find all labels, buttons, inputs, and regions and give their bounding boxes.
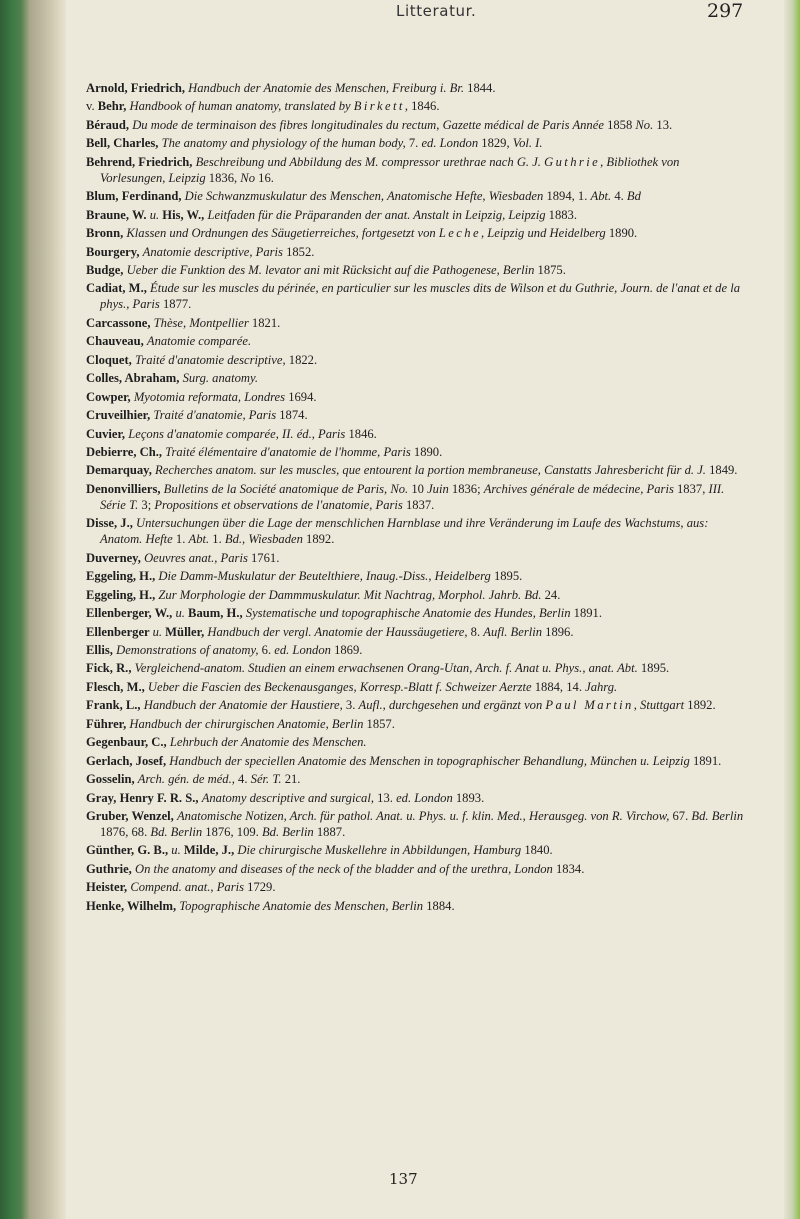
- reference-text: 13.: [374, 790, 397, 805]
- reference-text: 1895.: [490, 569, 523, 584]
- reference-author: Cadiat, M.,: [86, 281, 151, 296]
- reference-title: , Bibliothek von Vorlesungen, Leipzig: [100, 154, 680, 185]
- reference-title: Recherches anatom. sur les muscles, que entourent la portion membraneuse, Canstatts Jahresbericht für d. J.: [155, 463, 706, 478]
- reference-text: 1884.: [423, 898, 455, 913]
- reference-title: Bd. Berlin: [261, 824, 314, 839]
- reference-author: Colles, Abraham,: [86, 371, 183, 386]
- reference-title: Handbuch der Anatomie des Menschen, Freiburg i. Br.: [188, 81, 464, 95]
- reference-title: Handbuch der speciellen Anatomie des Menschen in topographischer Behandlung, München u. Leipzig: [169, 753, 690, 768]
- reference-title: Propositions et observations de l'anatomie, Paris: [154, 497, 403, 512]
- reference-author: Baum, H.,: [188, 606, 246, 621]
- reference-title: Paul Martin: [545, 698, 634, 713]
- reference-title: Handbuch der Anatomie der Haustiere,: [143, 698, 343, 713]
- reference-author: Flesch, M.,: [86, 679, 148, 694]
- reference-author: Frank, L.,: [86, 698, 144, 713]
- reference-title: Anatomie comparée.: [146, 334, 252, 349]
- reference-entry: [86, 370, 746, 386]
- reference-text: 1884, 14.: [531, 679, 586, 694]
- reference-entry: [86, 117, 746, 133]
- reference-entry: [86, 154, 746, 186]
- reference-entry: [86, 444, 746, 460]
- reference-title: u.: [171, 843, 184, 858]
- reference-text: 1894, 1.: [543, 189, 591, 204]
- reference-text: 1836,: [205, 170, 241, 185]
- reference-text: 1874.: [276, 408, 308, 423]
- reference-entry: [86, 262, 746, 278]
- reference-author: Eggeling, H.,: [86, 587, 159, 602]
- reference-text: 1891.: [570, 606, 602, 621]
- reference-entry: [86, 550, 746, 566]
- reference-title: Topographische Anatomie des Menschen, Berlin: [179, 898, 424, 913]
- reference-text: 1761.: [247, 550, 280, 565]
- reference-author: Braune, W.: [86, 207, 150, 222]
- reference-entry: [86, 771, 746, 787]
- reference-entry: [86, 98, 746, 114]
- reference-author: Denonvilliers,: [86, 481, 164, 496]
- reference-author: Cuvier,: [86, 426, 129, 441]
- reference-author: Günther, G. B.,: [86, 843, 172, 858]
- reference-author: Gegenbaur, C.,: [86, 735, 170, 750]
- reference-text: v.: [86, 99, 98, 114]
- reference-text: 1849.: [705, 463, 738, 478]
- reference-title: Compend. anat., Paris: [130, 880, 245, 895]
- reference-title: Arch. gén. de méd.,: [137, 772, 235, 787]
- reference-title: Ueber die Fascien des Beckenausganges, Korresp.-Blatt f. Schweizer Aerzte: [147, 679, 532, 694]
- reference-entry: [86, 660, 746, 676]
- reference-title: u.: [175, 606, 189, 621]
- reference-title: Juin: [427, 481, 449, 496]
- reference-title: u.: [149, 207, 163, 222]
- reference-text: 1836;: [448, 481, 484, 496]
- reference-text: 1844.: [464, 81, 496, 95]
- reference-title: Beschreibung und Abbildung des M. compressor urethrae nach G. J.: [195, 154, 545, 169]
- reference-entry: [86, 389, 746, 405]
- reference-entry: [86, 462, 746, 478]
- reference-text: 1837.: [402, 497, 435, 512]
- reference-author: Guthrie,: [86, 861, 135, 876]
- reference-text: 1840.: [521, 843, 553, 858]
- running-title: Litteratur.: [396, 2, 477, 20]
- reference-text: 6.: [258, 643, 275, 657]
- reference-author: Gray, Henry F. R. S.,: [86, 790, 202, 805]
- reference-title: ed. London: [421, 136, 479, 151]
- reference-author: Cowper,: [86, 389, 134, 404]
- reference-text: 7.: [405, 136, 422, 151]
- reference-title: Aufl. Berlin: [483, 624, 543, 639]
- reference-title: No.: [635, 117, 654, 132]
- reference-entry: [86, 80, 746, 96]
- reference-author: Chauveau,: [86, 334, 147, 349]
- reference-author: Cloquet,: [86, 352, 135, 367]
- reference-entry: [86, 207, 746, 223]
- reference-text: 24.: [541, 587, 561, 602]
- reference-text: 1729.: [244, 880, 276, 895]
- reference-text: 1694.: [285, 389, 317, 404]
- reference-title: Sér. T.: [250, 772, 282, 787]
- page-right-edge: [784, 0, 800, 1219]
- reference-author: Ellenberger, W.,: [86, 606, 176, 621]
- reference-entry: [86, 679, 746, 695]
- reference-author: Eggeling, H.,: [86, 569, 159, 584]
- reference-text: 1896.: [542, 624, 574, 639]
- reference-text: 3;: [138, 497, 155, 512]
- reference-text: 1893.: [452, 790, 485, 805]
- reference-text: 3.: [342, 698, 359, 713]
- reference-title: Jahrg.: [585, 679, 618, 694]
- reference-text: 1883.: [545, 207, 577, 222]
- reference-title: Bd: [626, 189, 641, 204]
- reference-author: Bronn,: [86, 226, 127, 241]
- reference-entry: [86, 225, 746, 241]
- reference-text: 1895.: [637, 661, 670, 676]
- reference-text: 21.: [281, 772, 301, 787]
- reference-title: Bd. Berlin: [691, 808, 744, 823]
- reference-entry: [86, 790, 746, 806]
- reference-title: Vergleichend-anatom. Studien an einem erwachsenen Orang-Utan, Arch. f. Anat u. Phys., anat. Abt.: [134, 661, 638, 676]
- reference-title: Archives générale de médecine, Paris: [483, 481, 674, 496]
- reference-text: 1822.: [285, 352, 318, 367]
- reference-title: Die chirurgische Muskellehre in Abbildungen, Hamburg: [237, 843, 522, 858]
- reference-author: Béraud,: [86, 117, 133, 132]
- reference-text: 1892.: [302, 532, 335, 547]
- reference-author: Budge,: [86, 262, 127, 277]
- reference-title: Bulletins de la Société anatomique de Paris, No.: [163, 481, 409, 496]
- reference-title: Systematische und topographische Anatomie des Hundes, Berlin: [245, 606, 571, 621]
- reference-text: 1891.: [689, 753, 722, 768]
- reference-title: Guthrie: [544, 154, 601, 169]
- reference-author: Debierre, Ch.,: [86, 444, 166, 459]
- reference-text: 1852.: [282, 244, 315, 259]
- reference-title: Étude sur les muscles du périnée, en particulier sur les muscles dits de Wilson et du Guthrie, Journ. de l'anat et de la phys., Paris: [100, 281, 740, 312]
- reference-title: Oeuvres anat., Paris: [144, 550, 248, 565]
- reference-title: Ueber die Funktion des M. levator ani mit Rücksicht auf die Pathogenese, Berlin: [126, 262, 535, 277]
- reference-entry: [86, 315, 746, 331]
- reference-title: ed. London: [396, 790, 453, 805]
- reference-entry: [86, 515, 746, 547]
- reference-text: 1846.: [345, 426, 377, 441]
- reference-text: 1837,: [673, 481, 709, 496]
- reference-entry: [86, 753, 746, 769]
- reference-author: Bell, Charles,: [86, 136, 162, 151]
- reference-title: Birkett: [353, 99, 405, 114]
- reference-title: No: [240, 170, 255, 185]
- reference-author: Cruveilhier,: [86, 408, 154, 423]
- reference-title: Traité élémentaire d'anatomie de l'homme, Paris: [165, 444, 411, 459]
- reference-title: Anatomie descriptive, Paris: [142, 244, 283, 259]
- reference-entry: [86, 135, 746, 151]
- reference-text: 8.: [467, 624, 484, 639]
- reference-entry: [86, 188, 746, 204]
- reference-author: Fick, R.,: [86, 661, 135, 676]
- reference-entry: [86, 716, 746, 732]
- reference-entry: [86, 734, 746, 750]
- page-number: 297: [707, 0, 744, 22]
- reference-title: Du mode de terminaison des fibres longitudinales du rectum, Gazette médical de Paris Année: [132, 117, 604, 132]
- reference-author: Müller,: [165, 624, 208, 639]
- reference-text: 1829,: [478, 136, 513, 151]
- reference-text: 1.: [172, 532, 189, 547]
- reference-entry: [86, 697, 746, 713]
- reference-author: Behrend, Friedrich,: [86, 154, 196, 169]
- reference-text: 1876, 68.: [100, 824, 151, 839]
- reference-entry: [86, 280, 746, 312]
- reference-title: Aufl., durchgesehen und ergänzt von: [358, 698, 546, 713]
- reference-title: Handbuch der vergl. Anatomie der Haussäugetiere,: [207, 624, 468, 639]
- reference-author: Ellis,: [86, 643, 117, 657]
- reference-title: Demonstrations of anatomy,: [116, 643, 259, 657]
- reference-entry: [86, 426, 746, 442]
- reference-author: Bourgery,: [86, 244, 143, 259]
- reference-author: Ellenberger: [86, 624, 153, 639]
- reference-author: Demarquay,: [86, 463, 156, 478]
- reference-author: Behr,: [97, 99, 130, 114]
- reference-title: Leitfaden für die Präparanden der anat. Anstalt in Leipzig, Leipzig: [207, 207, 546, 222]
- reference-author: Blum, Ferdinand,: [86, 189, 185, 204]
- reference-text: 4.: [234, 772, 251, 787]
- reference-entry: [86, 333, 746, 349]
- reference-title: Untersuchungen über die Lage der menschlichen Harnblase und ihre Veränderung im Laufe des Wachstums, aus: Anatom. Hefte: [100, 516, 709, 547]
- reference-title: Handbuch der chirurgischen Anatomie, Berlin: [129, 716, 364, 731]
- reference-entry: [86, 808, 746, 840]
- reference-title: Thèse, Montpellier: [153, 315, 249, 330]
- reference-entry: [86, 407, 746, 423]
- reference-title: Leçons d'anatomie comparée, II. éd., Paris: [128, 426, 346, 441]
- reference-title: ed. London: [274, 643, 331, 657]
- reference-entry: [86, 861, 746, 877]
- reference-entry: [86, 898, 746, 914]
- reference-text: 1890.: [605, 226, 638, 241]
- reference-text: 1.: [209, 532, 225, 547]
- reference-author: Heister,: [86, 880, 131, 895]
- reference-title: Traité d'anatomie descriptive,: [134, 352, 286, 367]
- reference-entry: [86, 244, 746, 260]
- reference-entry: [86, 587, 746, 603]
- reference-title: On the anatomy and diseases of the neck of the bladder and of the urethra, London: [134, 861, 553, 876]
- reference-author: Henke, Wilhelm,: [86, 898, 180, 913]
- reference-author: His, W.,: [162, 207, 208, 222]
- reference-title: Leche: [438, 226, 481, 241]
- reference-title: Vol. I.: [512, 136, 543, 151]
- reference-author: Gruber, Wenzel,: [86, 808, 177, 823]
- reference-title: III. Série T.: [100, 481, 725, 512]
- reference-text: 4.: [611, 189, 627, 204]
- bibliography-list: [86, 80, 746, 916]
- signature-mark: 137: [389, 1170, 418, 1188]
- page-gutter-shadow: [30, 0, 66, 1219]
- reference-title: Bd., Wiesbaden: [224, 532, 303, 547]
- reference-entry: [86, 352, 746, 368]
- reference-text: 10: [408, 481, 428, 496]
- reference-text: 1877.: [159, 297, 192, 312]
- reference-author: Arnold, Friedrich,: [86, 81, 189, 95]
- reference-title: Klassen und Ordnungen des Säugetierreiches, fortgesetzt von: [126, 226, 439, 241]
- reference-text: 1887.: [313, 824, 346, 839]
- reference-text: 1892.: [684, 698, 716, 713]
- reference-title: u.: [152, 624, 166, 639]
- reference-title: Die Damm-Muskulatur der Beutelthiere, Inaug.-Diss., Heidelberg: [158, 569, 491, 584]
- reference-text: 1858: [603, 117, 636, 132]
- reference-title: Bd. Berlin: [150, 824, 203, 839]
- reference-author: Führer,: [86, 716, 130, 731]
- reference-title: Lehrbuch der Anatomie des Menschen.: [169, 735, 367, 750]
- reference-text: 1821.: [248, 315, 281, 330]
- reference-author: Carcassone,: [86, 315, 154, 330]
- reference-text: 67.: [669, 808, 692, 823]
- reference-title: Abt.: [188, 532, 210, 547]
- reference-author: Disse, J.,: [86, 516, 137, 531]
- reference-author: Gerlach, Josef,: [86, 753, 170, 768]
- reference-entry: [86, 624, 746, 640]
- reference-entry: [86, 842, 746, 858]
- reference-text: 13.: [653, 117, 673, 132]
- reference-entry: [86, 481, 746, 513]
- reference-title: Myotomia reformata, Londres: [133, 389, 286, 404]
- reference-entry: [86, 605, 746, 621]
- reference-title: Surg. anatomy.: [182, 371, 259, 386]
- reference-title: Anatomische Notizen, Arch. für pathol. Anat. u. Phys. u. f. klin. Med., Herausgeg. von R. Virchow,: [176, 808, 670, 823]
- reference-text: 16.: [255, 170, 274, 185]
- reference-entry: [86, 642, 746, 658]
- reference-text: 1869.: [330, 643, 363, 657]
- reference-title: , Stuttgart: [633, 698, 685, 713]
- reference-title: The anatomy and physiology of the human body,: [161, 136, 406, 151]
- reference-title: , Leipzig und Heidelberg: [480, 226, 606, 241]
- reference-title: Die Schwanzmuskulatur des Menschen, Anatomische Hefte, Wiesbaden: [184, 189, 544, 204]
- reference-entry: [86, 568, 746, 584]
- reference-title: Zur Morphologie der Dammmuskulatur. Mit Nachtrag, Morphol. Jahrb. Bd.: [158, 587, 542, 602]
- reference-entry: [86, 879, 746, 895]
- reference-text: 1876, 109.: [202, 824, 262, 839]
- reference-author: Gosselin,: [86, 772, 138, 787]
- reference-text: 1834.: [552, 861, 585, 876]
- reference-title: Anatomy descriptive and surgical,: [201, 790, 375, 805]
- reference-text: 1890.: [410, 444, 443, 459]
- reference-title: Abt.: [590, 189, 612, 204]
- reference-text: 1875.: [534, 262, 566, 277]
- reference-text: , 1846.: [404, 99, 440, 114]
- book-binding-edge: [0, 0, 30, 1219]
- reference-title: Traité d'anatomie, Paris: [153, 408, 277, 423]
- reference-text: 1857.: [363, 716, 395, 731]
- reference-author: Milde, J.,: [183, 843, 238, 858]
- reference-title: Handbook of human anatomy, translated by: [129, 99, 354, 114]
- reference-author: Duverney,: [86, 550, 145, 565]
